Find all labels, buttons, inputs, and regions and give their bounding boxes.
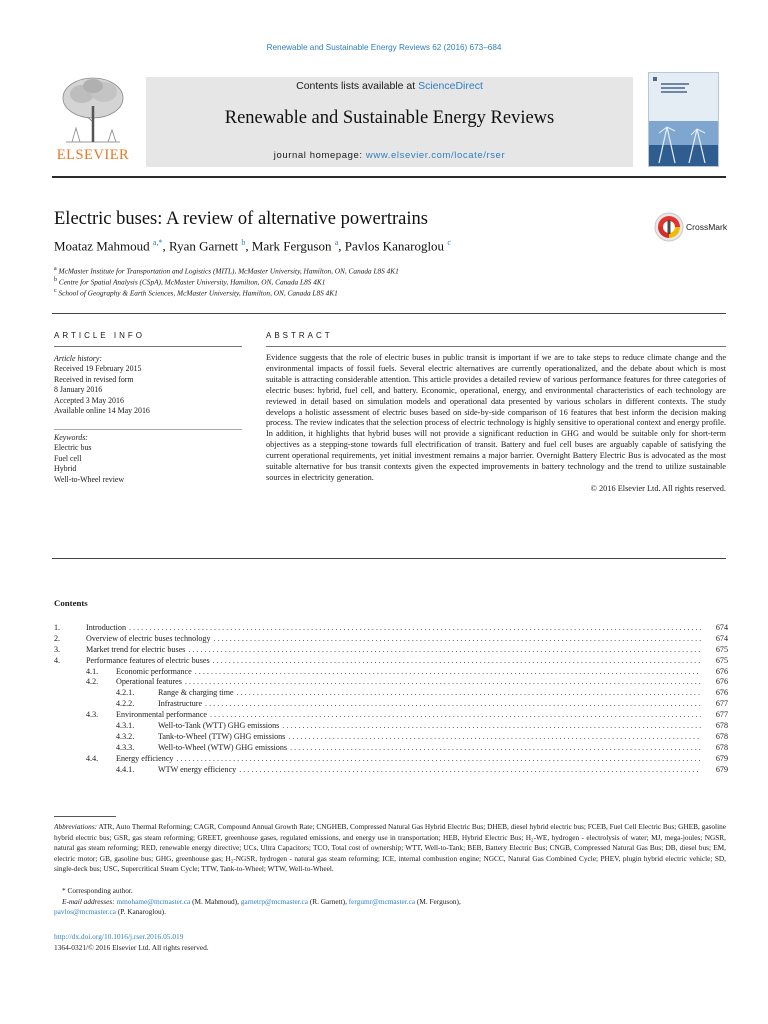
email-owner: (M. Mahmoud), — [190, 896, 241, 906]
history-line: Received in revised form — [54, 374, 134, 384]
toc-number: 4.4.1. — [116, 764, 135, 774]
article-info-heading: ARTICLE INFO — [54, 331, 145, 340]
toc-leader-dots — [282, 721, 701, 730]
toc-number: 4.2.2. — [116, 699, 135, 709]
toc-title[interactable]: Infrastructure — [158, 699, 203, 709]
article-info-rule — [54, 346, 242, 347]
email-link[interactable]: mmohame@mcmaster.ca — [116, 896, 191, 906]
elsevier-logo — [52, 72, 134, 164]
toc-entry[interactable] — [54, 634, 728, 645]
email-owner: (R. Garnett), — [308, 896, 349, 906]
email-link[interactable]: pavlos@mcmaster.ca — [54, 907, 117, 917]
toc-title[interactable]: Well-to-Tank (WTT) GHG emissions — [158, 721, 280, 731]
toc-entry[interactable] — [54, 754, 728, 765]
author-name[interactable]: Ryan Garnett — [168, 238, 239, 254]
toc-page-number[interactable]: 679 — [715, 764, 728, 774]
toc-page-number[interactable]: 677 — [715, 710, 728, 720]
contents-available-line — [146, 80, 633, 92]
author-list: Moataz Mahmoud $^{a,*}$, Ryan Garnett $^b$, Mark Ferguson $^a$, Pavlos Kanaroglou $^c$ — [54, 238, 451, 254]
email-owner: (M. Ferguson), — [415, 896, 461, 906]
abstract-heading: ABSTRACT — [266, 331, 333, 340]
toc-page-number[interactable]: 675 — [715, 655, 728, 665]
crossmark-icon — [654, 212, 684, 242]
keywords — [54, 433, 244, 485]
toc-entry[interactable] — [54, 721, 728, 732]
history-line: Available online 14 May 2016 — [54, 406, 150, 416]
paper-title: Electric buses: A review of alternative powertrains — [54, 209, 428, 229]
abstract-body — [266, 353, 726, 495]
abbreviations-text: ATR, Auto Thermal Reforming; CAGR, Compound Annual Growth Rate; CNGHEB, Compressed Natural Gas Hybrid Electric Bus; DHEB, diesel hybrid electric bus; FCEB, Fuel Cell Electric Bus; GHEB, gasoline hybrid electric bus; GSR, gas steam reforming; GREET, greenhouse gases, regulated emissions, and energy use in transportation; HEB, Hybrid Electric Bus; H₂-WE, hydrogen - electrolysis of water; MJ, mega-joules; NGSR, natural gas steam reforming; RED, renewable energy directive; UCs, Ultra Capacitors; TCO, Total cost of ownership; WTT, Well-to-Tank; BEB, Battery Electric Bus; CNGB, Compressed Natural Gas Bus; DB, diesel bus; EM, electric motor; GB, gasoline bus; GHG, greenhouse gas; H₂-NGSR, hydrogen - natural gas steam reforming; ICE, internal combustion engine; NGCC, Natural Gas Combined Cycle; PHEV, plugin hybrid electric vehicle; SD, single-deck bus; USC, Supercritical Steam Cycle; TTW, Tank-to-Wheel; WTW, Well-to-Wheel. — [54, 822, 726, 874]
email-line — [54, 897, 726, 908]
toc-number: 4.2. — [86, 677, 99, 687]
toc-title[interactable]: WTW energy efficiency — [158, 764, 237, 774]
toc-entry[interactable] — [54, 732, 728, 743]
author-affiliation-mark[interactable]: c — [447, 238, 451, 247]
toc-title[interactable]: Performance features of electric buses — [86, 655, 210, 665]
section-divider — [52, 313, 726, 314]
keyword: Fuel cell — [54, 453, 82, 463]
author-affiliation-mark[interactable]: b — [241, 238, 246, 247]
author-name[interactable]: Mark Ferguson — [251, 238, 332, 254]
toc-title[interactable]: Energy efficiency — [116, 753, 174, 763]
toc-page-number[interactable]: 674 — [715, 633, 728, 643]
toc-number: 1. — [54, 623, 61, 632]
toc-title[interactable]: Well-to-Wheel (WTW) GHG emissions — [158, 742, 288, 752]
toc-leader-dots — [205, 699, 701, 708]
keywords-rule — [54, 429, 242, 430]
toc-number: 4.2.1. — [116, 688, 135, 698]
crossmark-label: CrossMark — [686, 222, 728, 232]
journal-citation[interactable]: Renewable and Sustainable Energy Reviews 62 (2016) 673–684 — [266, 43, 502, 52]
journal-cover-image — [648, 72, 719, 167]
toc-entry[interactable] — [54, 677, 728, 688]
toc-page-number[interactable]: 678 — [715, 721, 728, 731]
footnote-rule — [54, 816, 116, 817]
toc-leader-dots — [213, 656, 701, 665]
keyword: Hybrid — [54, 464, 77, 474]
toc-title[interactable]: Introduction — [86, 623, 127, 632]
affiliation-mark: c — [54, 288, 57, 294]
table-of-contents — [54, 623, 728, 775]
author-affiliation-mark[interactable]: a — [334, 238, 339, 247]
toc-leader-dots — [239, 765, 701, 774]
toc-leader-dots — [188, 645, 701, 654]
toc-number: 4.3.2. — [116, 731, 135, 741]
affiliation — [54, 266, 399, 275]
history-label: Article history: — [54, 354, 102, 363]
contents-prefix: Contents lists available at — [296, 80, 419, 92]
issn-line: 1364-0321/© 2016 Elsevier Ltd. All rights reserved. — [54, 942, 209, 952]
email-label: E-mail addresses: — [62, 896, 115, 906]
toc-page-number[interactable]: 678 — [715, 742, 728, 752]
journal-title: Renewable and Sustainable Energy Reviews — [224, 108, 555, 128]
toc-number: 4. — [54, 655, 61, 665]
history-line: 8 January 2016 — [54, 385, 103, 395]
toc-number: 3. — [54, 644, 61, 654]
history-line: Accepted 3 May 2016 — [54, 395, 124, 405]
author-name[interactable]: Pavlos Kanaroglou — [344, 238, 445, 254]
keywords-label: Keywords: — [54, 433, 88, 442]
toc-page-number[interactable]: 678 — [715, 731, 728, 741]
toc-leader-dots — [185, 677, 701, 686]
contents-heading: Contents — [54, 598, 88, 608]
elsevier-tree-icon — [52, 72, 134, 146]
toc-entry[interactable] — [54, 623, 728, 634]
toc-title[interactable]: Market trend for electric buses — [86, 644, 186, 654]
email-line-continued — [54, 907, 726, 918]
toc-page-number[interactable]: 675 — [715, 644, 728, 654]
sciencedirect-link[interactable]: ScienceDirect — [418, 80, 483, 92]
doi-link[interactable]: http://dx.doi.org/10.1016/j.rser.2016.05.019 — [54, 932, 184, 941]
toc-title[interactable]: Range & charging time — [158, 688, 234, 698]
affiliation-text: Centre for Spatial Analysis (CSpA), McMaster University, Hamilton, ON, Canada L8S 4K1 — [58, 277, 326, 287]
email-owner: (P. Kanaroglou). — [116, 907, 166, 917]
toc-number: 4.3. — [86, 710, 99, 720]
toc-leader-dots — [290, 743, 701, 752]
keyword: Electric bus — [54, 443, 92, 453]
affiliation-mark: b — [54, 277, 57, 283]
toc-page-number[interactable]: 674 — [715, 623, 728, 632]
affiliation-text: School of Geography & Earth Sciences, McMaster University, Hamilton, ON, Canada L8S 4K1 — [58, 288, 338, 298]
toc-number: 4.3.1. — [116, 721, 135, 731]
toc-entry[interactable] — [54, 710, 728, 721]
toc-page-number[interactable]: 676 — [715, 688, 728, 698]
toc-entry[interactable] — [54, 656, 728, 667]
toc-page-number[interactable]: 679 — [715, 753, 728, 763]
homepage-prefix: journal homepage: — [273, 150, 366, 161]
abstract-bottom-divider — [52, 558, 726, 559]
toc-entry[interactable] — [54, 667, 728, 678]
doi-block — [54, 932, 209, 953]
toc-number: 2. — [54, 633, 61, 643]
toc-leader-dots — [288, 732, 701, 741]
toc-number: 4.1. — [86, 666, 99, 676]
toc-number: 4.4. — [86, 753, 99, 763]
affiliation-mark: a — [54, 266, 57, 272]
toc-leader-dots — [237, 688, 701, 697]
author-name[interactable]: Moataz Mahmoud — [54, 238, 150, 254]
email-link[interactable]: garnetrp@mcmaster.ca — [240, 896, 309, 906]
toc-leader-dots — [210, 710, 701, 719]
affiliation — [54, 288, 338, 297]
toc-leader-dots — [129, 623, 701, 632]
journal-cover-icon — [649, 73, 718, 166]
abstract-text: Evidence suggests that the role of electric buses in public transit is important if we are to take steps to reduce climate change and the environmental impacts of fossil fuels. Several electric alternatives are currently operationalized, and the debate about which is most suitable is attracting considerable attention. This article provides a detailed review of various performance features for three categories of electric buses: hybrid, fuel cell, and battery. Economic, operational, energy, and environmental characteristics of each technology are reviewed in detail based on simulation models and operational data presented by various scholars in different contexts. The study develops a holistic assessment of electric buses based on side-by-side comparison of 16 features that best inform the decision making process. The review indicates that the selection process of electric technology is highly sensitive to operational context and energy profile. In addition, it highlights that hybrid buses will not provide a significant reduction in GHG and would be suitable only for short-term objectives as a stepping-stone towards full electrification of transit. Battery and fuel cell buses are arguably capable of satisfying the current operational requirements, yet initial investment remains a major barrier. Overnight Battery Electric Bus is advocated as the most suitable alternative for bus transit contexts given the expected improvements in battery technology and the trend to utilize sustainable sources in electricity generation. — [266, 353, 726, 482]
email-link[interactable]: fergumr@mcmaster.ca — [348, 896, 416, 906]
journal-homepage-line — [146, 150, 633, 161]
toc-page-number[interactable]: 676 — [715, 666, 728, 676]
toc-title[interactable]: Economic performance — [116, 666, 192, 676]
toc-title[interactable]: Overview of electric buses technology — [86, 633, 211, 643]
header-divider — [52, 176, 726, 178]
toc-entry[interactable] — [54, 699, 728, 710]
abbreviations-label: Abbreviations: — [54, 822, 98, 831]
toc-page-number[interactable]: 677 — [715, 699, 728, 709]
toc-entry[interactable] — [54, 645, 728, 656]
toc-title[interactable]: Operational features — [116, 677, 182, 687]
abstract-copyright: © 2016 Elsevier Ltd. All rights reserved. — [590, 483, 726, 493]
author-affiliation-mark[interactable]: a,* — [152, 238, 163, 247]
toc-title[interactable]: Environmental performance — [116, 710, 208, 720]
toc-leader-dots — [214, 634, 701, 643]
abstract-rule — [266, 346, 726, 347]
keyword: Well-to-Wheel review — [54, 474, 125, 484]
toc-entry[interactable] — [54, 765, 728, 776]
elsevier-wordmark: ELSEVIER — [56, 147, 130, 163]
affiliation — [54, 277, 325, 286]
crossmark-badge[interactable] — [654, 210, 728, 244]
toc-leader-dots — [176, 754, 701, 763]
toc-entry[interactable] — [54, 688, 728, 699]
toc-page-number[interactable]: 676 — [715, 677, 728, 687]
affiliation-text: McMaster Institute for Transportation and Logistics (MITL), McMaster University, Hamilton, ON, Canada L8S 4K1 — [58, 266, 399, 276]
author-footnotes — [54, 886, 726, 918]
history-line: Received 19 February 2015 — [54, 364, 142, 374]
toc-entry[interactable] — [54, 743, 728, 754]
corresponding-author-note: * Corresponding author. — [62, 886, 133, 895]
toc-leader-dots — [195, 667, 701, 676]
article-history — [54, 354, 244, 416]
toc-title[interactable]: Tank-to-Wheel (TTW) GHG emissions — [158, 731, 286, 741]
toc-number: 4.3.3. — [116, 742, 135, 752]
abbreviations-footnote — [54, 822, 726, 875]
homepage-link[interactable]: www.elsevier.com/locate/rser — [365, 150, 506, 161]
